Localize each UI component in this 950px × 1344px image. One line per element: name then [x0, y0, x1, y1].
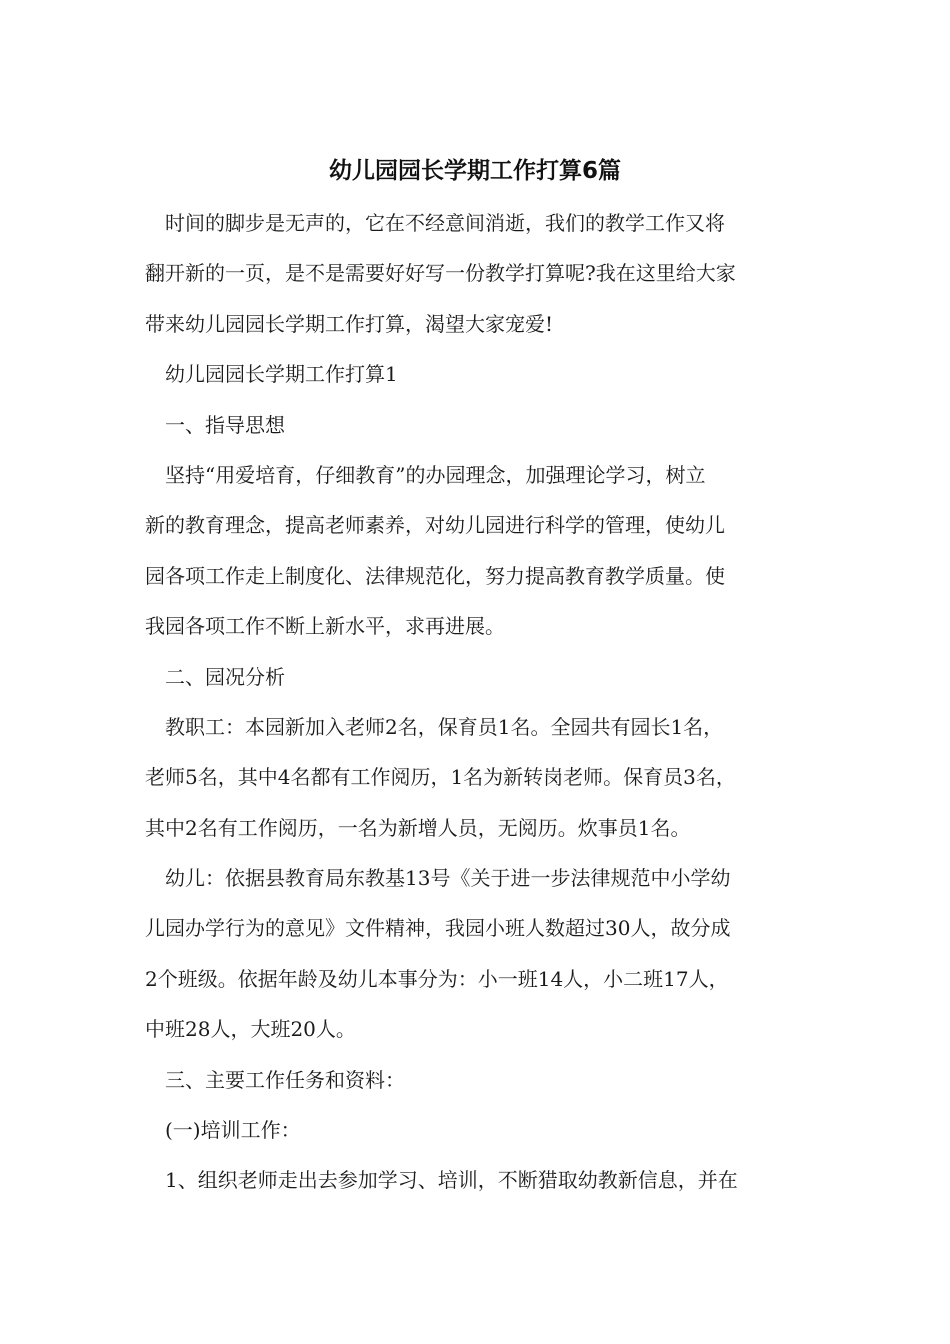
paragraph-line: 幼儿：依据县教育局东教基13号《关于进一步法律规范中小学幼 — [165, 866, 731, 891]
section-heading: 二、园况分析 — [165, 664, 285, 689]
subsection-heading: (一)培训工作： — [165, 1118, 301, 1143]
section-heading: 三、主要工作任务和资料： — [165, 1067, 405, 1092]
paragraph-line: 老师5名，其中4名都有工作阅历，1名为新转岗老师。保育员3名， — [145, 765, 736, 790]
paragraph-line: 时间的脚步是无声的，它在不经意间消逝，我们的教学工作又将 — [165, 211, 725, 235]
document-body — [145, 198, 825, 1206]
paragraph-line: 我园各项工作不断上新水平，求再进展。 — [145, 614, 505, 639]
paragraph-line: 坚持“用爱培育，仔细教育”的办园理念，加强理论学习，树立 — [165, 462, 706, 487]
paragraph-line: 2个班级。依据年龄及幼儿本事分为：小一班14人，小二班17人， — [145, 966, 729, 991]
section-heading: 幼儿园园长学期工作打算1 — [165, 362, 398, 387]
document-title: 幼儿园园长学期工作打算6篇 — [328, 158, 621, 184]
paragraph-line: 中班28人，大班20人。 — [145, 1017, 356, 1042]
section-heading: 一、指导思想 — [165, 412, 285, 437]
paragraph-line: 1、组织老师走出去参加学习、培训，不断猎取幼教新信息，并在 — [165, 1168, 738, 1193]
paragraph-line: 带来幼儿园园长学期工作打算，渴望大家宠爱! — [145, 311, 554, 336]
paragraph-line: 新的教育理念，提高老师素养，对幼儿园进行科学的管理，使幼儿 — [145, 513, 725, 538]
paragraph-line: 翻开新的一页，是不是需要好好写一份教学打算呢?我在这里给大家 — [145, 261, 736, 286]
paragraph-line: 其中2名有工作阅历，一名为新增人员，无阅历。炊事员1名。 — [145, 815, 691, 840]
paragraph-line: 儿园办学行为的意见》文件精神，我园小班人数超过30人，故分成 — [145, 916, 731, 941]
paragraph-line: 园各项工作走上制度化、法律规范化，努力提高教育教学质量。使 — [145, 563, 725, 588]
paragraph-line: 教职工：本园新加入老师2名，保育员1名。全园共有园长1名， — [165, 714, 724, 739]
